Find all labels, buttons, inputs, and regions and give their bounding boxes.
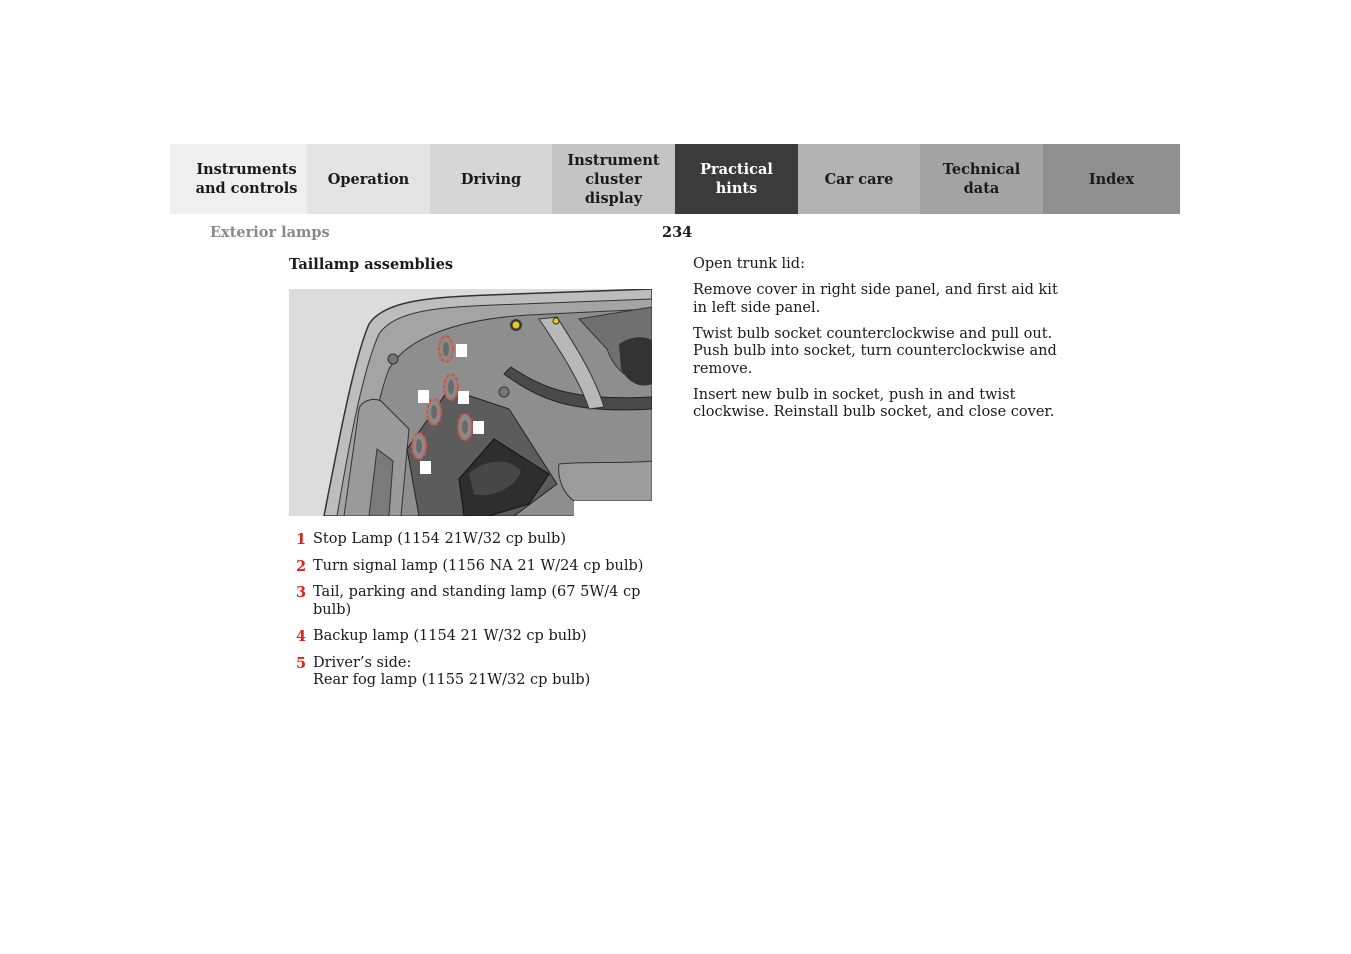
item-text: Backup lamp (1154 21 W/32 cp bulb) [313, 628, 587, 644]
instructions [693, 256, 1073, 430]
tab-label: Operation [327, 170, 410, 188]
tab-index[interactable] [1043, 144, 1180, 214]
callout-marker [458, 391, 469, 404]
callout-marker [418, 390, 429, 403]
tab-label: Car care [824, 170, 894, 188]
item-text: Driver’s side: Rear fog lamp (1155 21W/32 cp bulb) [313, 654, 591, 688]
taillamp-drawing [289, 289, 652, 516]
item-text: Turn signal lamp (1156 NA 21 W/24 cp bulb) [313, 557, 644, 574]
item-number: 5 [295, 654, 307, 672]
item-number: 4 [295, 628, 307, 645]
item-number: 1 [295, 531, 307, 548]
tab-operation[interactable] [307, 144, 430, 214]
page-number: 234 [662, 224, 693, 241]
list-item [289, 628, 669, 646]
tab-label: Technical data [942, 161, 1021, 197]
tab-car-care[interactable] [798, 144, 920, 214]
tab-label: Instruments and controls [195, 161, 298, 197]
instruction-step: Open trunk lid: [693, 256, 805, 272]
item-number: 3 [295, 584, 307, 601]
instruction-step: Remove cover in right side panel, and first aid kit in left side panel. [693, 282, 1058, 316]
callout-marker [420, 461, 431, 474]
tab-practical-hints[interactable] [675, 144, 798, 214]
section-title: Exterior lamps [210, 224, 330, 241]
item-text: Stop Lamp (1154 21W/32 cp bulb) [313, 531, 566, 547]
list-item [289, 655, 669, 690]
tab-instruments-and-controls[interactable] [170, 144, 307, 214]
callout-marker [456, 344, 467, 357]
tab-technical-data[interactable] [920, 144, 1043, 214]
item-text: Tail, parking and standing lamp (67 5W/4 cp bulb) [313, 584, 641, 618]
list-item [289, 558, 669, 576]
list-item [289, 584, 669, 619]
callout-marker [473, 421, 484, 434]
tab-label: Driving [460, 170, 522, 188]
tab-label: Instrument cluster display [567, 151, 660, 207]
tab-label: Practical hints [700, 161, 773, 197]
list-item [289, 531, 669, 549]
tab-driving[interactable] [430, 144, 552, 214]
tab-instrument-cluster-display[interactable] [552, 144, 675, 214]
item-number: 2 [295, 557, 307, 575]
taillamp-illustration [289, 289, 652, 516]
chapter-nav [170, 144, 1180, 214]
tab-label: Index [1088, 170, 1135, 188]
instruction-step: Twist bulb socket counterclockwise and pull out. Push bulb into socket, turn counterclockwise and remove. [693, 325, 1057, 377]
taillamp-heading: Taillamp assemblies [289, 256, 454, 273]
instruction-step: Insert new bulb in socket, push in and twist clockwise. Reinstall bulb socket, and close cover. [693, 386, 1055, 420]
bulb-list [289, 531, 669, 699]
